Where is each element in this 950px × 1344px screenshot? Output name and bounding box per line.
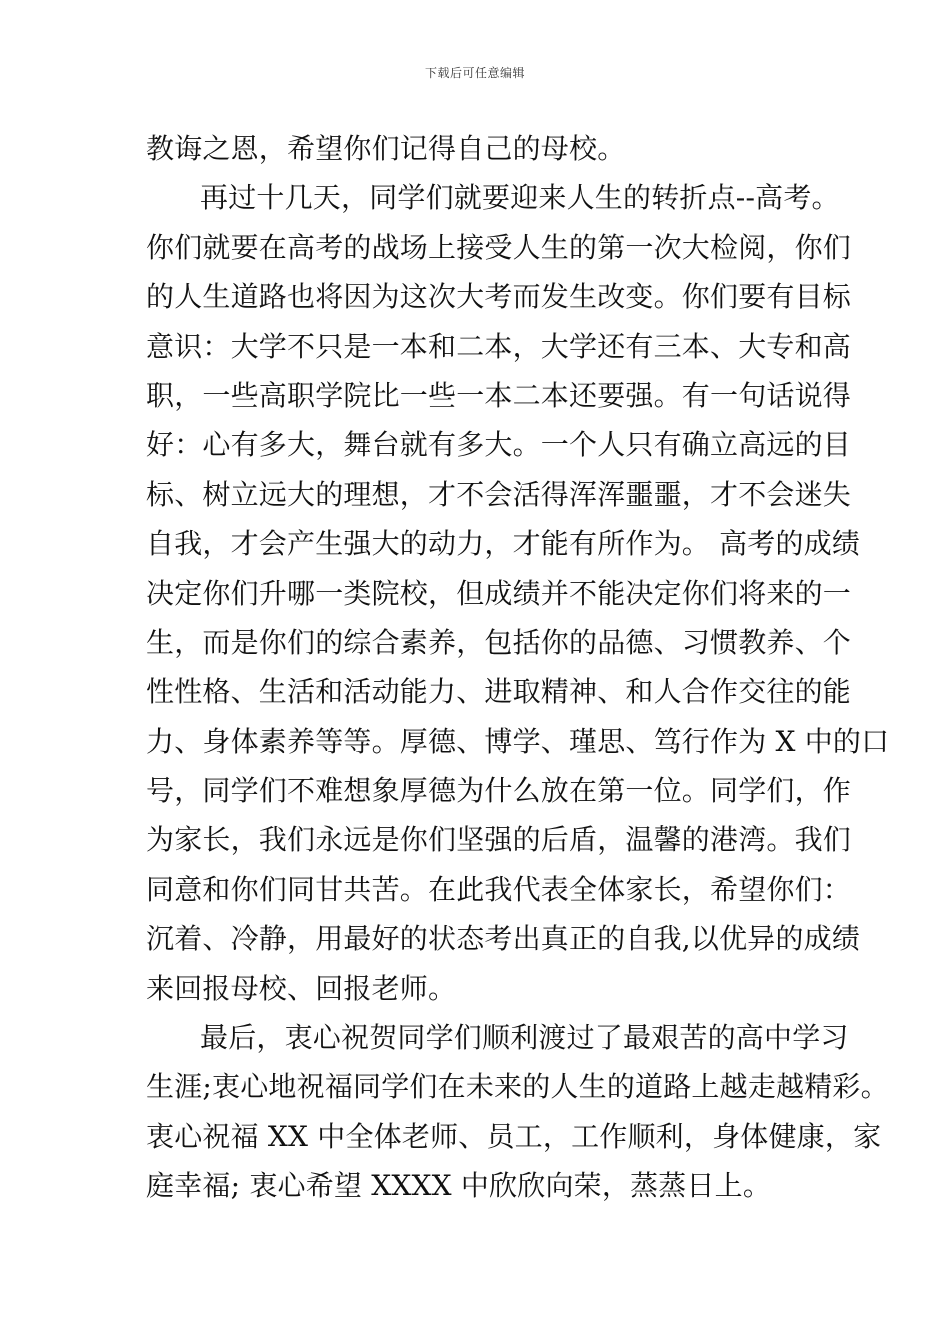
text-line: 你们就要在高考的战场上接受人生的第一次大检阅，你们 [146,230,852,264]
text-line: 号，同学们不难想象厚德为什么放在第一位。同学们，作 [146,774,852,808]
text-line: 意识：大学不只是一本和二本，大学还有三本、大专和高 [146,329,852,363]
text-line: 教诲之恩，希望你们记得自己的母校。 [146,132,626,165]
text-line: 好：心有多大，舞台就有多大。一个人只有确立高远的目 [146,428,852,462]
text-line: 性性格、生活和活动能力、进取精神、和人合作交往的能 [146,675,852,709]
text-line: 职，一些高职学院比一些一本二本还要强。有一句话说得 [146,378,852,412]
text-line: 沉着、冷静，用最好的状态考出真正的自我,以优异的成绩 [146,922,861,956]
text-line: 同意和你们同甘共苦。在此我代表全体家长，希望你们： [146,872,852,906]
text-line: 标、树立远大的理想，才不会活得浑浑噩噩，才不会迷失 [146,477,852,511]
text-line: 生，而是你们的综合素养，包括你的品德、习惯教养、个 [146,625,852,659]
text-line: 力、身体素养等等。厚德、博学、瑾思、笃行作为 X 中的口 [146,724,890,758]
text-line: 生涯;衷心地祝福同学们在未来的人生的道路上越走越精彩。 [146,1070,889,1104]
paragraph-start-line: 再过十几天，同学们就要迎来人生的转折点--高考。 [200,181,840,215]
text-line: 来回报母校、回报老师。 [146,971,457,1005]
text-line: 的人生道路也将因为这次大考而发生改变。你们要有目标 [146,280,852,314]
document-body [146,124,890,1211]
text-line: 衷心祝福 XX 中全体老师、员工，工作顺利，身体健康，家 [146,1119,882,1153]
text-line: 为家长，我们永远是你们坚强的后盾，温馨的港湾。我们 [146,823,852,857]
text-line: 庭幸福; 衷心希望 XXXX 中欣欣向荣，蒸蒸日上。 [146,1169,772,1203]
header-note: 下载后可任意编辑 [424,66,525,80]
text-line: 决定你们升哪一类院校，但成绩并不能决定你们将来的一 [146,576,852,610]
paragraph-start-line: 最后，衷心祝贺同学们顺利渡过了最艰苦的高中学习 [200,1021,849,1055]
text-line: 自我，才会产生强大的动力，才能有所作为。 高考的成绩 [146,527,861,561]
